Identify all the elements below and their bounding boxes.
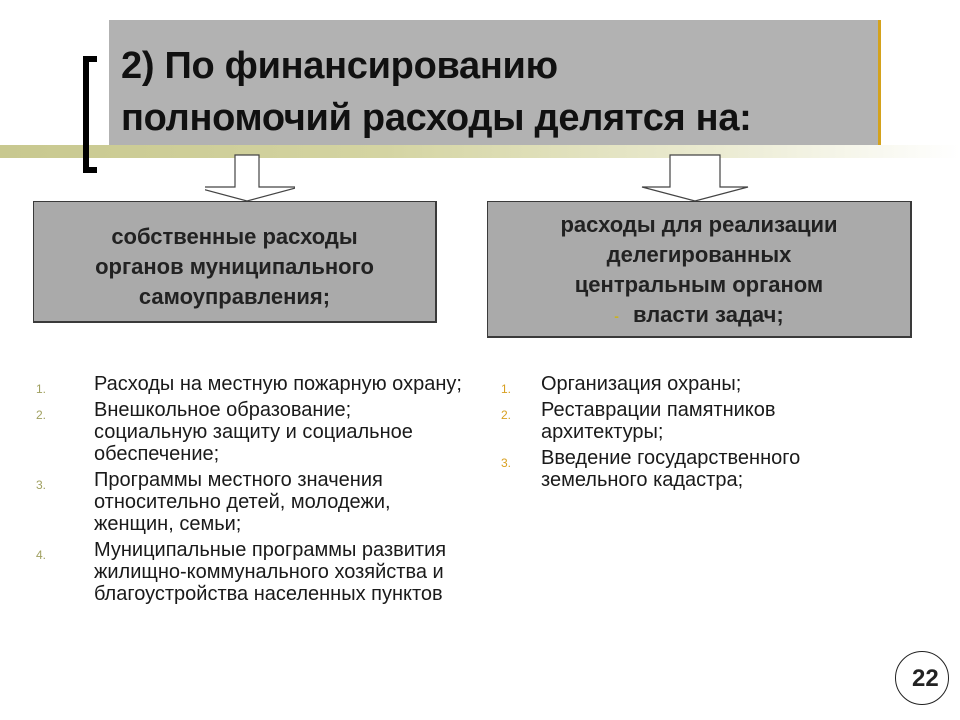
page-number-badge [895,651,949,705]
dash-mark: - [614,308,619,325]
bracket-decoration-icon [83,56,97,173]
box-line: делегированных [606,242,792,267]
own-expenses-box [33,201,437,323]
box-line-text: власти задач; [632,302,784,327]
list-item-text: Организация охраны; [541,373,742,395]
box-line: центральным органом [574,272,824,297]
list-number: 3. [36,478,47,492]
page-title-line-2: полномочий расходы делятся на: [121,97,752,139]
list-item-text: Муниципальные программы развития жилищно-коммунального хозяйства и благоустройства населенных пунктов [94,539,447,605]
list-item [36,469,466,535]
olive-divider-bar [0,145,960,158]
down-arrow-icon-right [640,154,750,202]
list-number: 1. [36,382,47,396]
list-item [501,447,901,491]
list-item [36,373,466,395]
box-line: органов муниципального [95,254,374,279]
box-line: расходы для реализации [560,212,838,237]
list-item-text: Расходы на местную пожарную охрану; [94,373,462,395]
down-arrow-icon-left [205,154,295,202]
list-item [36,539,466,605]
list-item-text: Внешкольное образование; социальную защиту и социальное обеспечение; [94,399,413,465]
page-number: 22 [912,665,939,692]
box-line-last [488,300,910,331]
list-number: 1. [501,382,512,396]
list-item-text: Программы местного значения относительно детей, молодежи, женщин, семьи; [94,469,391,535]
own-expenses-list [36,373,466,609]
list-number: 2. [36,408,47,422]
delegated-expenses-list [501,373,901,495]
list-number: 4. [36,548,47,562]
title-box [109,20,881,145]
box-line: самоуправления; [138,284,331,309]
list-item [501,373,901,395]
box-line: собственные расходы [111,224,358,249]
page-title-line-1: 2) По финансированию [121,45,558,87]
list-item-text: Реставрации памятников архитектуры; [541,399,776,443]
list-item [501,399,901,443]
list-item [36,399,466,465]
list-number: 3. [501,456,512,470]
list-item-text: Введение государственного земельного кадастра; [541,447,801,491]
delegated-expenses-box [487,201,912,338]
list-number: 2. [501,408,512,422]
